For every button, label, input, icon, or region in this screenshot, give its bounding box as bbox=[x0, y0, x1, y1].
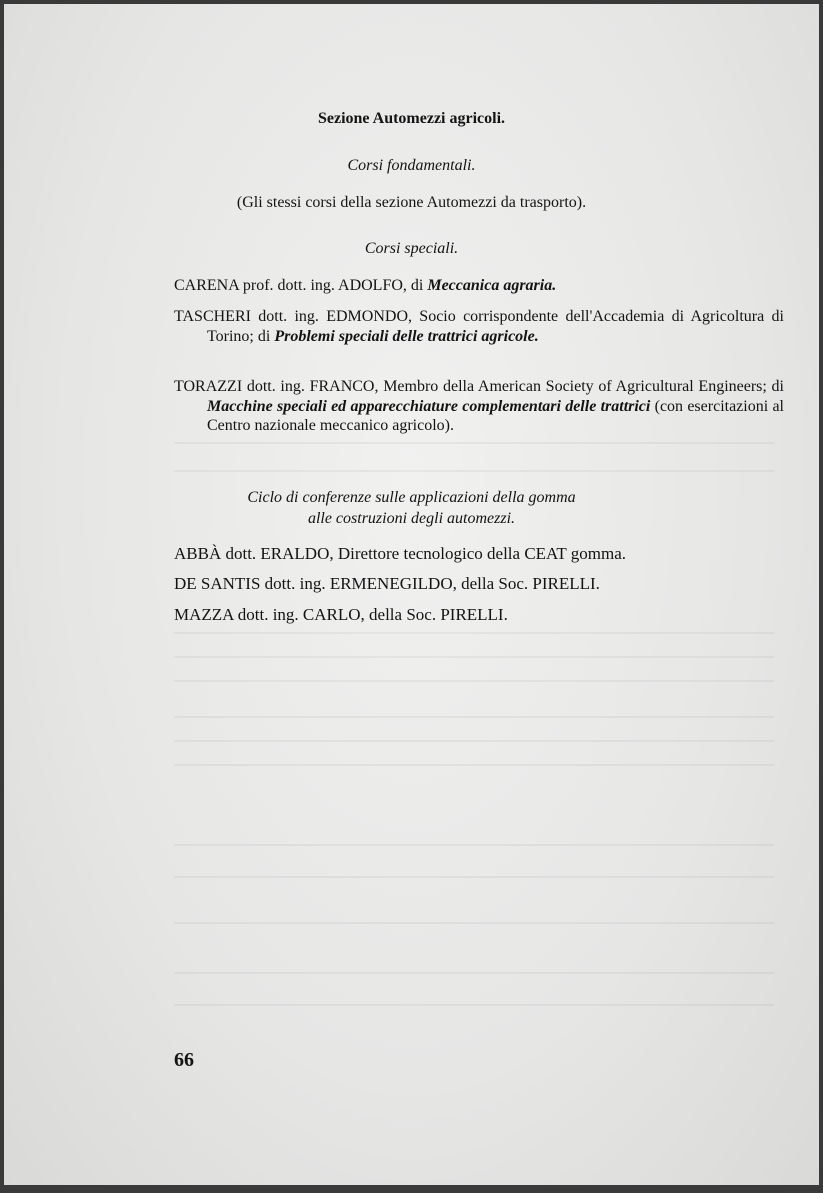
speaker-entry: DE SANTIS dott. ing. ERMENEGILDO, della Soc. PIRELLI. bbox=[174, 574, 600, 593]
lecturer-name: TASCHERI dott. ing. EDMONDO, Socio corrispondente dell'Accademia di Agricoltura di Torino; di bbox=[174, 308, 784, 345]
lecturer-name: TORAZZI dott. ing. FRANCO, Membro della American Society of Agricultural Engineers; di bbox=[174, 378, 784, 395]
document-page bbox=[4, 4, 819, 1185]
conference-heading bbox=[104, 487, 719, 529]
bleed-through-line bbox=[174, 442, 774, 444]
fundamental-courses-heading: Corsi fondamentali. bbox=[347, 157, 476, 174]
course-entry bbox=[174, 377, 784, 436]
course-subject: Macchine speciali ed apparecchiature complementari delle trattrici bbox=[207, 397, 651, 415]
fundamental-courses-note: (Gli stessi corsi della sezione Automezzi da trasporto). bbox=[236, 194, 587, 211]
bleed-through-line bbox=[174, 656, 774, 658]
bleed-through-line bbox=[174, 680, 774, 682]
page-number: 66 bbox=[174, 1049, 194, 1071]
bleed-through-line bbox=[174, 632, 774, 634]
special-courses-heading: Corsi speciali. bbox=[364, 240, 459, 257]
bleed-through-line bbox=[174, 922, 774, 924]
speaker-entry: MAZZA dott. ing. CARLO, della Soc. PIRELLI. bbox=[174, 605, 508, 624]
bleed-through-line bbox=[174, 716, 774, 718]
bleed-through-line bbox=[174, 764, 774, 766]
conference-heading-line: Ciclo di conferenze sulle applicazioni della gomma bbox=[247, 489, 576, 506]
course-entry bbox=[174, 307, 784, 346]
course-subject: Problemi speciali delle trattrici agricole. bbox=[274, 327, 539, 345]
bleed-through-line bbox=[174, 470, 774, 472]
course-subject: Meccanica agraria. bbox=[427, 277, 557, 294]
speaker-entry: ABBÀ dott. ERALDO, Direttore tecnologico della CEAT gomma. bbox=[174, 544, 627, 563]
course-entry bbox=[174, 276, 784, 296]
bleed-through-line bbox=[174, 876, 774, 878]
bleed-through-line bbox=[174, 740, 774, 742]
course-note: (con esercitazioni al Centro nazionale meccanico agricolo). bbox=[207, 397, 784, 434]
bleed-through-line bbox=[174, 1004, 774, 1006]
lecturer-name: CARENA prof. dott. ing. ADOLFO, di bbox=[174, 277, 428, 294]
section-title: Sezione Automezzi agricoli. bbox=[317, 110, 506, 127]
conference-heading-line: alle costruzioni degli automezzi. bbox=[307, 510, 516, 527]
bleed-through-line bbox=[174, 972, 774, 974]
bleed-through-line bbox=[174, 844, 774, 846]
